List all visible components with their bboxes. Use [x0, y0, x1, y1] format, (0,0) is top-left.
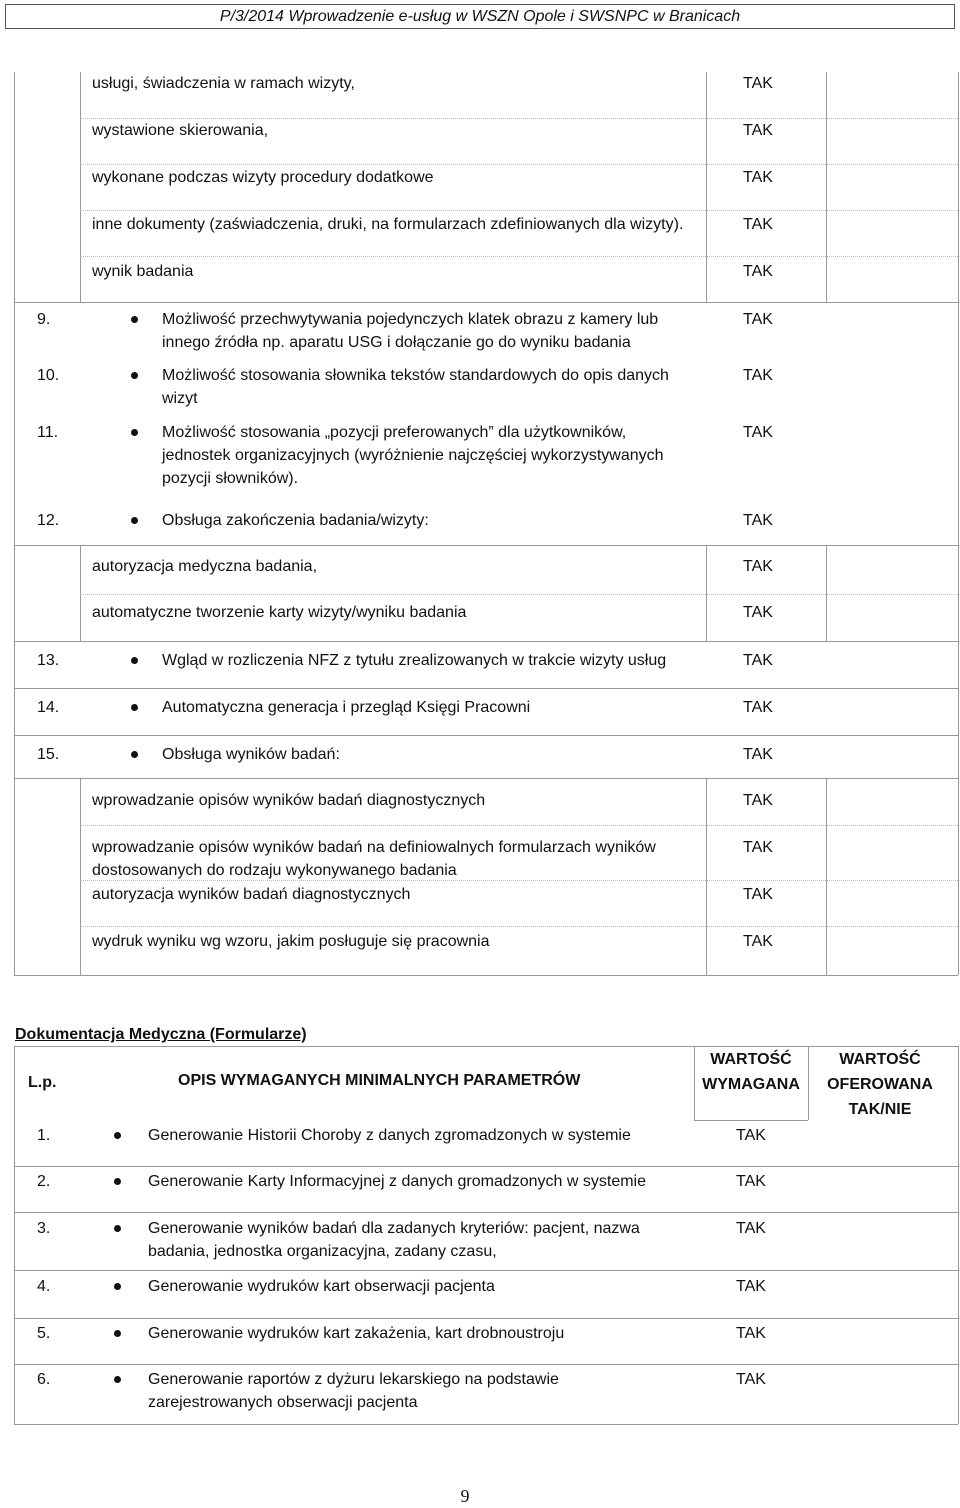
bullet-icon: [131, 751, 138, 758]
value-cell: TAK: [743, 263, 773, 280]
value-cell: TAK: [743, 746, 773, 763]
value-cell: TAK: [736, 1173, 766, 1190]
header-offered: TAK/NIE: [848, 1101, 912, 1118]
value-cell: TAK: [743, 604, 773, 621]
bullet-icon: [114, 1178, 121, 1185]
row-number: 2.: [37, 1173, 51, 1190]
item-description: wizyt: [162, 390, 198, 407]
document-header: P/3/2014 Wprowadzenie e-usług w WSZN Opole i SWSNPC w Branicach: [5, 4, 955, 29]
header-offered: OFEROWANA: [827, 1076, 933, 1093]
value-cell: TAK: [743, 169, 773, 186]
row-number: 6.: [37, 1371, 51, 1388]
item-number: 9.: [37, 311, 51, 328]
value-cell: TAK: [736, 1278, 766, 1295]
item-number: 11.: [37, 424, 59, 441]
item-number: 13.: [37, 652, 60, 669]
value-cell: TAK: [736, 1127, 766, 1144]
bullet-icon: [131, 704, 138, 711]
value-cell: TAK: [736, 1325, 766, 1342]
row-description: Generowanie Karty Informacyjnej z danych gromadzonych w systemie: [148, 1173, 646, 1190]
row-description: zarejestrowanych obserwacji pacjenta: [148, 1394, 418, 1411]
value-cell: TAK: [736, 1220, 766, 1237]
sub-row-label: wynik badania: [92, 263, 194, 280]
value-cell: TAK: [743, 122, 773, 139]
item-description: Możliwość stosowania „pozycji preferowanych” dla użytkowników,: [162, 424, 627, 441]
value-cell: TAK: [743, 75, 773, 92]
sub-row-label: wykonane podczas wizyty procedury dodatkowe: [92, 169, 434, 186]
sub-row-label: wprowadzanie opisów wyników badań diagnostycznych: [92, 792, 486, 809]
bullet-icon: [114, 1225, 121, 1232]
sub-row-label: wprowadzanie opisów wyników badań na definiowalnych formularzach wyników: [92, 839, 656, 856]
item-description: Możliwość przechwytywania pojedynczych klatek obrazu z kamery lub: [162, 311, 659, 328]
bullet-icon: [114, 1376, 121, 1383]
value-cell: TAK: [743, 652, 773, 669]
bullet-icon: [114, 1330, 121, 1337]
row-description: Generowanie raportów z dyżuru lekarskiego na podstawie: [148, 1371, 559, 1388]
header-description: OPIS WYMAGANYCH MINIMALNYCH PARAMETRÓW: [178, 1072, 581, 1089]
row-description: Generowanie wydruków kart obserwacji pacjenta: [148, 1278, 495, 1295]
item-number: 14.: [37, 699, 60, 716]
row-number: 4.: [37, 1278, 51, 1295]
row-description: Generowanie wyników badań dla zadanych kryteriów: pacjent, nazwa: [148, 1220, 640, 1237]
value-cell: TAK: [743, 367, 773, 384]
value-cell: TAK: [743, 424, 773, 441]
bullet-icon: [131, 517, 138, 524]
row-description: Generowanie Historii Choroby z danych zgromadzonych w systemie: [148, 1127, 631, 1144]
value-cell: TAK: [743, 512, 773, 529]
row-number: 3.: [37, 1220, 51, 1237]
item-description: jednostek organizacyjnych (wyróżnienie najczęściej wykorzystywanych: [162, 447, 664, 464]
sub-row-label: automatyczne tworzenie karty wizyty/wyniku badania: [92, 604, 467, 621]
value-cell: TAK: [743, 216, 773, 233]
item-description: Obsługa zakończenia badania/wizyty:: [162, 512, 429, 529]
sub-row-label: usługi, świadczenia w ramach wizyty,: [92, 75, 355, 92]
sub-row-label: autoryzacja wyników badań diagnostycznych: [92, 886, 411, 903]
item-description: Automatyczna generacja i przegląd Księgi Pracowni: [162, 699, 531, 716]
item-description: Możliwość stosowania słownika tekstów standardowych do opis danych: [162, 367, 669, 384]
bullet-icon: [131, 372, 138, 379]
value-cell: TAK: [743, 699, 773, 716]
item-description: Wgląd w rozliczenia NFZ z tytułu zrealizowanych w trakcie wizyty usług: [162, 652, 667, 669]
item-description: innego źródła np. aparatu USG i dołączanie go do wyniku badania: [162, 334, 631, 351]
row-description: badania, jednostka organizacyjna, zadany czasu,: [148, 1243, 497, 1260]
value-cell: TAK: [736, 1371, 766, 1388]
value-cell: TAK: [743, 933, 773, 950]
item-number: 12.: [37, 512, 60, 529]
value-cell: TAK: [743, 839, 773, 856]
bullet-icon: [131, 429, 138, 436]
bullet-icon: [114, 1283, 121, 1290]
page-number: 9: [460, 1486, 470, 1506]
value-cell: TAK: [743, 886, 773, 903]
item-description: pozycji słowników).: [162, 470, 299, 487]
header-required: WARTOŚĆ: [710, 1051, 792, 1068]
row-number: 5.: [37, 1325, 51, 1342]
sub-row-label: inne dokumenty (zaświadczenia, druki, na formularzach zdefiniowanych dla wizyty).: [92, 216, 684, 233]
header-required: WYMAGANA: [702, 1076, 800, 1093]
item-number: 15.: [37, 746, 60, 763]
item-description: Obsługa wyników badań:: [162, 746, 340, 763]
sub-row-label: autoryzacja medyczna badania,: [92, 558, 318, 575]
value-cell: TAK: [743, 311, 773, 328]
bullet-icon: [131, 657, 138, 664]
value-cell: TAK: [743, 558, 773, 575]
sub-row-label: wystawione skierowania,: [92, 122, 269, 139]
sub-row-label: dostosowanych do rodzaju wykonywanego badania: [92, 862, 457, 879]
section-title: Dokumentacja Medyczna (Formularze): [15, 1026, 307, 1043]
header-lp: L.p.: [28, 1074, 57, 1091]
row-description: Generowanie wydruków kart zakażenia, kart drobnoustroju: [148, 1325, 565, 1342]
bullet-icon: [131, 316, 138, 323]
item-number: 10.: [37, 367, 60, 384]
value-cell: TAK: [743, 792, 773, 809]
bullet-icon: [114, 1132, 121, 1139]
sub-row-label: wydruk wyniku wg wzoru, jakim posługuje się pracownia: [92, 933, 490, 950]
header-offered: WARTOŚĆ: [839, 1051, 921, 1068]
row-number: 1.: [37, 1127, 51, 1144]
